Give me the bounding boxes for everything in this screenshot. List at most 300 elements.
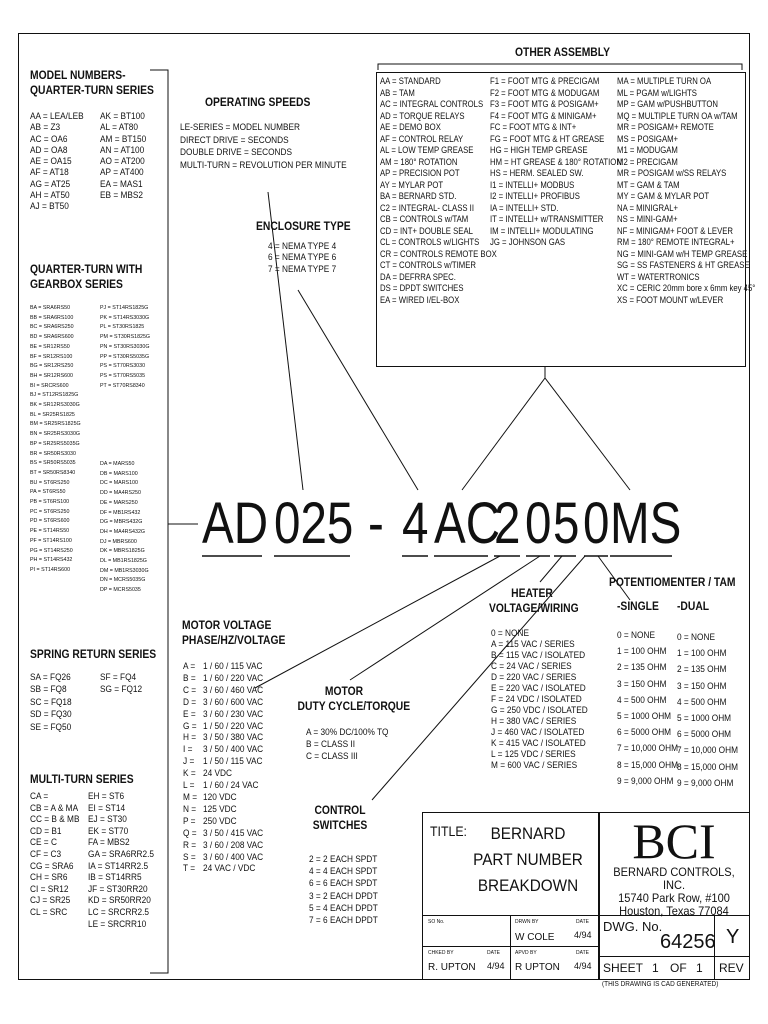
list-item: JG = JOHNSON GAS	[490, 237, 566, 247]
enclosure-heading: ENCLOSURE TYPE	[256, 219, 351, 233]
list-item: XS = FOOT MOUNT w/LEVER	[617, 294, 724, 305]
heater-heading: HEATER	[511, 586, 553, 600]
list-item: NS = MINI-GAM+	[617, 214, 678, 224]
list-item: EH = ST6	[88, 791, 125, 801]
list-item: 2 = 2 EACH SPDT	[309, 854, 378, 864]
list-item: AM = BT150	[100, 133, 147, 144]
list-item: PB = ST6RS100	[30, 499, 70, 506]
list-item: K = 415 VAC / ISOLATED	[491, 738, 586, 748]
list-item: 6 = NEMA TYPE 6	[268, 252, 337, 263]
list-item: AA = LEA/LEB	[30, 111, 84, 121]
chkd-by: R. UPTON	[428, 962, 476, 973]
list-item: AH = AT50	[30, 190, 70, 201]
list-item: 1 / 50 / 220 VAC	[203, 720, 264, 731]
multi-heading: MULTI-TURN SERIES	[30, 772, 134, 786]
list-item: PT = ST70RS8340	[100, 382, 145, 389]
list-item: EJ = ST30	[88, 814, 127, 825]
list-item: I =	[183, 744, 193, 755]
list-item: PH = ST14RS432	[30, 557, 73, 564]
list-item: PS = ST70RS5035	[100, 372, 146, 379]
list-item: 1 / 50 / 115 VAC	[203, 756, 263, 767]
list-item: CT = CONTROLS w/TIMER	[380, 260, 476, 270]
control-switches-heading-2: SWITCHES	[312, 818, 368, 832]
list-item: 1 = 100 OHM	[677, 648, 727, 659]
list-item: AP = PRECISION POT	[380, 168, 460, 178]
pot-dual-list	[677, 629, 738, 791]
list-item: MY = GAM & MYLAR POT	[617, 191, 710, 201]
model-numbers-left	[30, 111, 84, 213]
list-item: BR = SR50RS3030	[30, 450, 76, 457]
list-item: PD = ST6RS600	[30, 518, 70, 525]
list-item: B = 115 VAC / ISOLATED	[491, 650, 586, 660]
list-item: 8 = 15,000 OHM	[617, 759, 678, 770]
list-item: E = 220 VAC / ISOLATED	[491, 683, 586, 693]
list-item: PM = ST30RS1825G	[100, 334, 151, 341]
pot-dual-label: -DUAL	[677, 599, 710, 613]
rev-letter: Y	[726, 926, 740, 948]
enclosure-lines	[268, 241, 336, 275]
title-label: TITLE:	[430, 823, 467, 839]
list-item: DOUBLE DRIVE = SECONDS	[180, 147, 293, 158]
list-item: EA = MAS1	[100, 178, 143, 189]
list-item: AC = INTEGRAL CONTROLS	[380, 99, 484, 109]
list-item: NF = MINIGAM+ FOOT & LEVER	[617, 225, 733, 236]
list-item: L = 125 VDC / SERIES	[491, 749, 576, 759]
list-item: PE = ST14RS50	[30, 528, 70, 535]
list-item: AB = TAM	[380, 87, 415, 98]
list-item: MQ = MULTIPLE TURN OA w/TAM	[617, 110, 738, 121]
list-item: 9 = 9,000 OHM	[617, 775, 674, 786]
drawn-label: DRWN BY	[515, 919, 539, 925]
list-item: 7 = 10,000 OHM	[617, 743, 678, 754]
list-item: DJ = MBRS600	[100, 538, 137, 545]
gearbox-heading: QUARTER-TURN WITH	[30, 262, 143, 276]
list-item: MR = POSIGAM+ REMOTE	[617, 122, 714, 132]
gearbox-heading-2: GEARBOX SERIES	[30, 277, 123, 291]
list-item: HM = HT GREASE & 180° ROTATION	[490, 156, 622, 167]
list-item: 3 = 2 EACH DPDT	[309, 890, 378, 901]
list-item: M2 = PRECIGAM	[617, 156, 678, 167]
title-text	[465, 821, 591, 899]
list-item: DK = MBRS1825G	[100, 548, 145, 555]
motor-voltage-header	[182, 618, 302, 648]
pot-heading: POTENTIOMENTER / TAM	[609, 575, 736, 589]
list-item: 3 / 50 / 400 VAC	[203, 744, 264, 755]
pn-heater: 5	[553, 491, 580, 556]
other-leader-left	[462, 378, 545, 490]
list-item: PC = ST6RS250	[30, 508, 70, 515]
other-heading: OTHER ASSEMBLY	[515, 45, 611, 59]
list-item: BT = SR50RS8340	[30, 469, 76, 476]
gearbox-section	[30, 262, 161, 292]
list-item: 8 = 15,000 OHM	[677, 761, 738, 772]
sheet-number: 1	[652, 961, 659, 975]
spring-right	[100, 671, 142, 696]
list-item: AE = DEMO BOX	[380, 122, 441, 132]
list-item: MR = POSIGAM w/SS RELAYS	[617, 168, 727, 178]
list-item: PA = ST6RS50	[30, 489, 66, 496]
list-item: 6 = 6 EACH SPDT	[309, 878, 378, 889]
list-item: BF = SR12RS100	[30, 353, 73, 360]
list-item: AF = CONTROL RELAY	[380, 133, 464, 144]
list-item: BL = SR25RS1825	[30, 411, 75, 418]
list-item: 3 / 50 / 415 VAC	[203, 827, 264, 838]
list-item: PN = ST30RS3030G	[100, 343, 150, 350]
apvd-date: 4/94	[574, 961, 592, 971]
list-item: IA = ST14RR2.5	[88, 860, 149, 871]
list-item: 9 = 9,000 OHM	[677, 777, 734, 788]
list-item: 4 = NEMA TYPE 4	[268, 241, 337, 251]
list-item: MP = GAM w/PUSHBUTTON	[617, 99, 718, 109]
pot-single-label: -SINGLE	[617, 599, 659, 613]
other-bracket-top	[378, 64, 742, 70]
list-item: CG = SRA6	[30, 860, 74, 871]
model-numbers-section	[30, 68, 174, 98]
list-item: 7 = NEMA TYPE 7	[268, 263, 337, 274]
list-item: IA = INTELLI+ STD.	[490, 202, 559, 213]
list-item: J =	[183, 756, 195, 767]
model-numbers-right	[100, 111, 146, 201]
other-leader-right	[545, 378, 630, 490]
dwg-divider-mid	[598, 956, 750, 957]
list-item: MULTI-TURN = REVOLUTION PER MINUTE	[180, 159, 347, 170]
list-item: PF = ST14RS100	[30, 537, 72, 544]
list-item: 0 = NONE	[617, 630, 655, 640]
gearbox-right-2	[100, 460, 149, 596]
list-item: M1 = MODUGAM	[617, 145, 678, 155]
pot-single-list	[617, 627, 678, 789]
list-item: BM = SR25RS1825G	[30, 421, 81, 428]
list-item: 6 = 5000 OHM	[617, 727, 672, 738]
list-item: M = 600 VAC / SERIES	[491, 760, 578, 770]
list-item: G =	[183, 720, 197, 731]
spring-left	[30, 671, 72, 733]
list-item: DD = MA4RS250	[100, 490, 141, 497]
list-item: 6 = 5000 OHM	[677, 729, 732, 740]
list-item: SA = FQ26	[30, 672, 71, 682]
list-item: 4 = 4 EACH SPDT	[309, 866, 378, 877]
chkd-date-label: DATE	[487, 950, 500, 956]
list-item: 1 = 100 OHM	[617, 646, 667, 657]
list-item: ML = PGAM w/LIGHTS	[617, 87, 697, 98]
list-item: CD = INT+ DOUBLE SEAL	[380, 225, 473, 236]
list-item: BK = SR12RS3030G	[30, 402, 80, 409]
list-item: 3 / 60 / 208 VAC	[203, 839, 264, 850]
list-item: AB = Z3	[30, 122, 61, 133]
list-item: B = CLASS II	[306, 738, 356, 749]
list-item: CL = CONTROLS w/LIGHTS	[380, 237, 480, 247]
multi-right	[88, 791, 154, 930]
list-item: AO = AT200	[100, 156, 145, 167]
list-item: GA = SRA6RR2.5	[88, 848, 155, 859]
list-item: XC = CERIC 20mm bore x 6mm key 45°	[617, 283, 756, 293]
list-item: AD = TORQUE RELAYS	[380, 110, 465, 121]
list-item: MA = MULTIPLE TURN OA	[617, 76, 712, 86]
list-item: 4 = 500 OHM	[617, 694, 667, 705]
list-item: AN = AT100	[100, 144, 145, 155]
list-item: FC = FOOT MTG & INT+	[490, 122, 577, 132]
drawn-date-label: DATE	[576, 919, 589, 925]
list-item: 0 = NONE	[677, 632, 715, 642]
list-item: BJ = ST12RS1825G	[30, 392, 79, 399]
motor-duty-heading: MOTOR	[324, 684, 364, 698]
list-item: AK = BT100	[100, 111, 145, 121]
list-item: G = 250 VDC / ISOLATED	[491, 705, 588, 715]
control-switches-heading: CONTROL	[314, 803, 366, 817]
list-item: AG = AT25	[30, 178, 71, 189]
list-item: AF = AT18	[30, 167, 69, 178]
list-item: BA = BERNARD STD.	[380, 191, 457, 201]
model-numbers-heading: MODEL NUMBERS-	[30, 68, 126, 82]
list-item: 5 = 4 EACH DPDT	[309, 902, 378, 913]
list-item: CE = C	[30, 837, 57, 848]
list-item: CR = CONTROLS REMOTE BOX	[380, 248, 497, 259]
gearbox-left	[30, 304, 81, 576]
pn-motor: 0	[525, 491, 552, 556]
list-item: E =	[183, 708, 196, 719]
drawn-date: 4/94	[574, 930, 592, 940]
list-item: CA =	[30, 791, 49, 801]
sheet-label: SHEET	[603, 961, 644, 975]
motor-duty-header	[290, 684, 411, 714]
list-item: A = 115 VAC / SERIES	[491, 639, 575, 649]
list-item: 24 VAC / VDC	[203, 863, 256, 874]
title-line: BERNARD	[490, 824, 566, 843]
list-item: 0 = NONE	[491, 628, 529, 638]
dwg-label: DWG. No.	[603, 919, 663, 934]
list-item: DP = MCRS5035	[100, 587, 141, 594]
list-item: T =	[183, 863, 196, 874]
list-item: DC = MARS100	[100, 480, 138, 487]
list-item: C = CLASS III	[306, 750, 358, 761]
list-item: DIRECT DRIVE = SECONDS	[180, 134, 289, 145]
list-item: KD = SR50RR20	[88, 895, 151, 906]
list-item: CD = B1	[30, 825, 62, 836]
list-item: JF = ST30RR20	[88, 883, 148, 894]
list-item: C =	[183, 684, 197, 695]
list-item: 3 / 50 / 380 VAC	[203, 732, 264, 743]
list-item: PK = ST14RS3030G	[100, 314, 150, 321]
list-item: AP = AT400	[100, 167, 144, 178]
list-item: CJ = SR25	[30, 895, 71, 906]
list-item: FG = FOOT MTG & HT GREASE	[490, 133, 605, 144]
list-item: SB = FQ8	[30, 684, 67, 695]
list-item: DF = MB1RS432	[100, 509, 141, 516]
list-item: PJ = ST14RS1825G	[100, 305, 149, 311]
list-item: FA = MBS2	[88, 837, 130, 848]
list-item: AY = MYLAR POT	[380, 179, 444, 190]
list-item: AL = LOW TEMP GREASE	[380, 145, 474, 155]
speed-leader	[268, 192, 303, 490]
company-name: BERNARD CONTROLS, INC.	[613, 865, 735, 892]
list-item: PI = ST14RS600	[30, 566, 71, 573]
list-item: DN = MCRS5035G	[100, 577, 146, 584]
list-item: 1 / 60 / 24 VAC	[203, 780, 259, 791]
control-switches-lines	[309, 853, 378, 926]
list-item: AC = OA6	[30, 133, 68, 144]
chkd-date: 4/94	[487, 961, 505, 971]
list-item: HS = HERM. SEALED SW.	[490, 168, 584, 178]
list-item: P =	[183, 815, 196, 826]
list-item: 250 VDC	[203, 815, 237, 826]
list-item: EI = ST14	[88, 802, 126, 813]
list-item: HG = HIGH TEMP GREASE	[490, 145, 588, 155]
multi-left	[30, 791, 79, 919]
list-item: PG = ST14RS250	[30, 547, 73, 554]
list-item: MS = POSIGAM+	[617, 133, 679, 144]
pn-speed: 025	[274, 491, 354, 556]
list-item: LE = SRCRR10	[88, 918, 147, 929]
list-item: 2 = 135 OHM	[617, 662, 667, 673]
of-label: OF	[670, 961, 687, 975]
list-item: BI = SRCRS600	[30, 382, 69, 389]
list-item: 3 / 60 / 600 VAC	[203, 696, 264, 707]
list-item: D = 220 VAC / SERIES	[491, 672, 577, 682]
list-item: DH = MA4RS432G	[100, 528, 146, 535]
list-item: F3 = FOOT MTG & POSIGAM+	[490, 99, 599, 109]
apvd-label: APVD BY	[515, 950, 537, 956]
list-item: AD = OA8	[30, 144, 68, 155]
list-item: EA = WIRED I/EL-BOX	[380, 294, 460, 305]
sheet-total: 1	[696, 961, 703, 975]
list-item: NA = MINIGRAL+	[617, 202, 679, 213]
list-item: 3 / 60 / 460 VAC	[203, 684, 264, 695]
list-item: BS = SR50RS5035	[30, 460, 76, 467]
other-col-1	[380, 76, 497, 306]
list-item: CC = B & MB	[30, 814, 80, 825]
heater-lines	[491, 628, 588, 771]
list-item: DM = MB1RS3030G	[100, 567, 149, 574]
list-item: D =	[183, 696, 197, 707]
list-item: 3 = 150 OHM	[677, 680, 727, 691]
list-item: A =	[183, 661, 196, 671]
list-item: J = 460 VAC / ISOLATED	[491, 727, 585, 737]
list-item: CF = C3	[30, 848, 62, 859]
list-item: IB = ST14RR5	[88, 872, 142, 883]
operating-lines	[180, 121, 347, 171]
list-item: BD = SRA6RS600	[30, 334, 74, 341]
list-item: 5 = 1000 OHM	[677, 713, 732, 724]
list-item: C = 24 VAC / SERIES	[491, 661, 572, 671]
list-item: DA = MARS50	[100, 461, 135, 467]
list-item: I2 = INTELLI+ PROFIBUS	[490, 191, 580, 201]
motor-duty-heading-2: DUTY CYCLE/TORQUE	[297, 699, 411, 713]
list-item: F4 = FOOT MTG & MINIGAM+	[490, 110, 597, 121]
list-item: 7 = 6 EACH DPDT	[309, 915, 378, 926]
company-info	[604, 866, 744, 918]
list-item: Q =	[183, 827, 197, 838]
cad-note: (THIS DRAWING IS CAD GENERATED)	[602, 981, 719, 988]
drawn-by: W COLE	[515, 932, 555, 943]
list-item: MT = GAM & TAM	[617, 179, 680, 190]
motor-voltage-heading: MOTOR VOLTAGE	[182, 618, 272, 632]
motor-voltage-heading-2: PHASE/HZ/VOLTAGE	[182, 633, 286, 647]
list-item: SG = FQ12	[100, 684, 143, 695]
motor-voltage-codes	[183, 661, 197, 875]
list-item: S =	[183, 851, 196, 862]
list-item: AE = OA15	[30, 156, 72, 167]
list-item: BU = ST6RS250	[30, 479, 70, 486]
list-item: LC = SRCRR2.5	[88, 906, 149, 917]
list-item: R =	[183, 839, 197, 850]
list-item: N =	[183, 803, 197, 814]
title-line: BREAKDOWN	[477, 876, 579, 895]
list-item: DA = DEFRRA SPEC.	[380, 271, 456, 282]
list-item: AA = STANDARD	[380, 76, 441, 86]
list-item: BE = SR12RS50	[30, 343, 70, 350]
list-item: PS = ST70RS3030	[100, 363, 146, 370]
list-item: BP = SR25RS5035G	[30, 440, 80, 447]
list-item: SG = SS FASTENERS & HT GREASE	[617, 260, 750, 270]
list-item: 3 / 60 / 230 VAC	[203, 708, 264, 719]
list-item: F = 24 VDC / ISOLATED	[491, 694, 582, 704]
list-item: BG = SR12RS250	[30, 363, 74, 370]
heater-leader	[540, 556, 562, 582]
list-item: 2 = 135 OHM	[677, 664, 727, 675]
pn-switches: 2	[494, 491, 521, 556]
list-item: I1 = INTELLI+ MODBUS	[490, 179, 575, 190]
pn-other-left: AC	[434, 491, 501, 556]
motor-duty-lines	[306, 727, 388, 762]
list-item: 24 VDC	[203, 768, 232, 779]
list-item: EB = MBS2	[100, 190, 144, 201]
pn-pot: 0	[583, 491, 610, 556]
list-item: CB = A & MA	[30, 802, 79, 813]
other-col-2	[490, 76, 622, 249]
list-item: 4 = 500 OHM	[677, 696, 727, 707]
list-item: A = 30% DC/100% TQ	[306, 727, 389, 737]
rev-label: REV	[719, 961, 744, 975]
list-item: 125 VDC	[203, 803, 237, 814]
list-item: BB = SRA6RS100	[30, 314, 74, 321]
list-item: CL = SRC	[30, 906, 68, 917]
list-item: AL = AT80	[100, 122, 138, 133]
chkd-label: CHKED BY	[428, 950, 454, 956]
dwg-number: 64256	[660, 931, 716, 953]
pn-enclosure: 4	[402, 491, 429, 556]
company-logo: BCI	[632, 813, 716, 869]
list-item: CB = CONTROLS w/TAM	[380, 214, 469, 224]
list-item: AJ = BT50	[30, 201, 69, 212]
list-item: PL = ST30RS1825	[100, 324, 145, 331]
list-item: NG = MINI-GAM w/H TEMP GREASE	[617, 248, 748, 259]
list-item: B =	[183, 672, 196, 683]
list-item: SC = FQ18	[30, 696, 72, 707]
company-address-2: Houston, Texas 77084	[619, 904, 729, 918]
list-item: BA = SRA6RS50	[30, 305, 71, 311]
pn-dash: -	[368, 491, 384, 556]
apvd-date-label: DATE	[576, 950, 589, 956]
list-item: 5 = 1000 OHM	[617, 711, 672, 722]
list-item: F2 = FOOT MTG & MODUGAM	[490, 87, 600, 98]
gearbox-right-1	[100, 304, 150, 391]
list-item: H =	[183, 732, 197, 743]
apvd-by: R UPTON	[515, 962, 560, 973]
list-item: 1 / 60 / 220 VAC	[203, 672, 264, 683]
list-item: EK = ST70	[88, 825, 129, 836]
list-item: M =	[183, 791, 198, 802]
list-item: SF = FQ4	[100, 672, 137, 682]
operating-heading: OPERATING SPEEDS	[205, 95, 311, 109]
motor-voltage-values	[203, 661, 263, 875]
list-item: DL = MB1RS1825G	[100, 558, 147, 565]
other-col-3	[617, 76, 755, 306]
list-item: BC = SRA6RS250	[30, 324, 74, 331]
list-item: H = 380 VAC / SERIES	[491, 716, 577, 726]
heater-header	[482, 586, 582, 616]
title-divider-v2	[510, 915, 511, 980]
list-item: 3 / 60 / 400 VAC	[203, 851, 264, 862]
